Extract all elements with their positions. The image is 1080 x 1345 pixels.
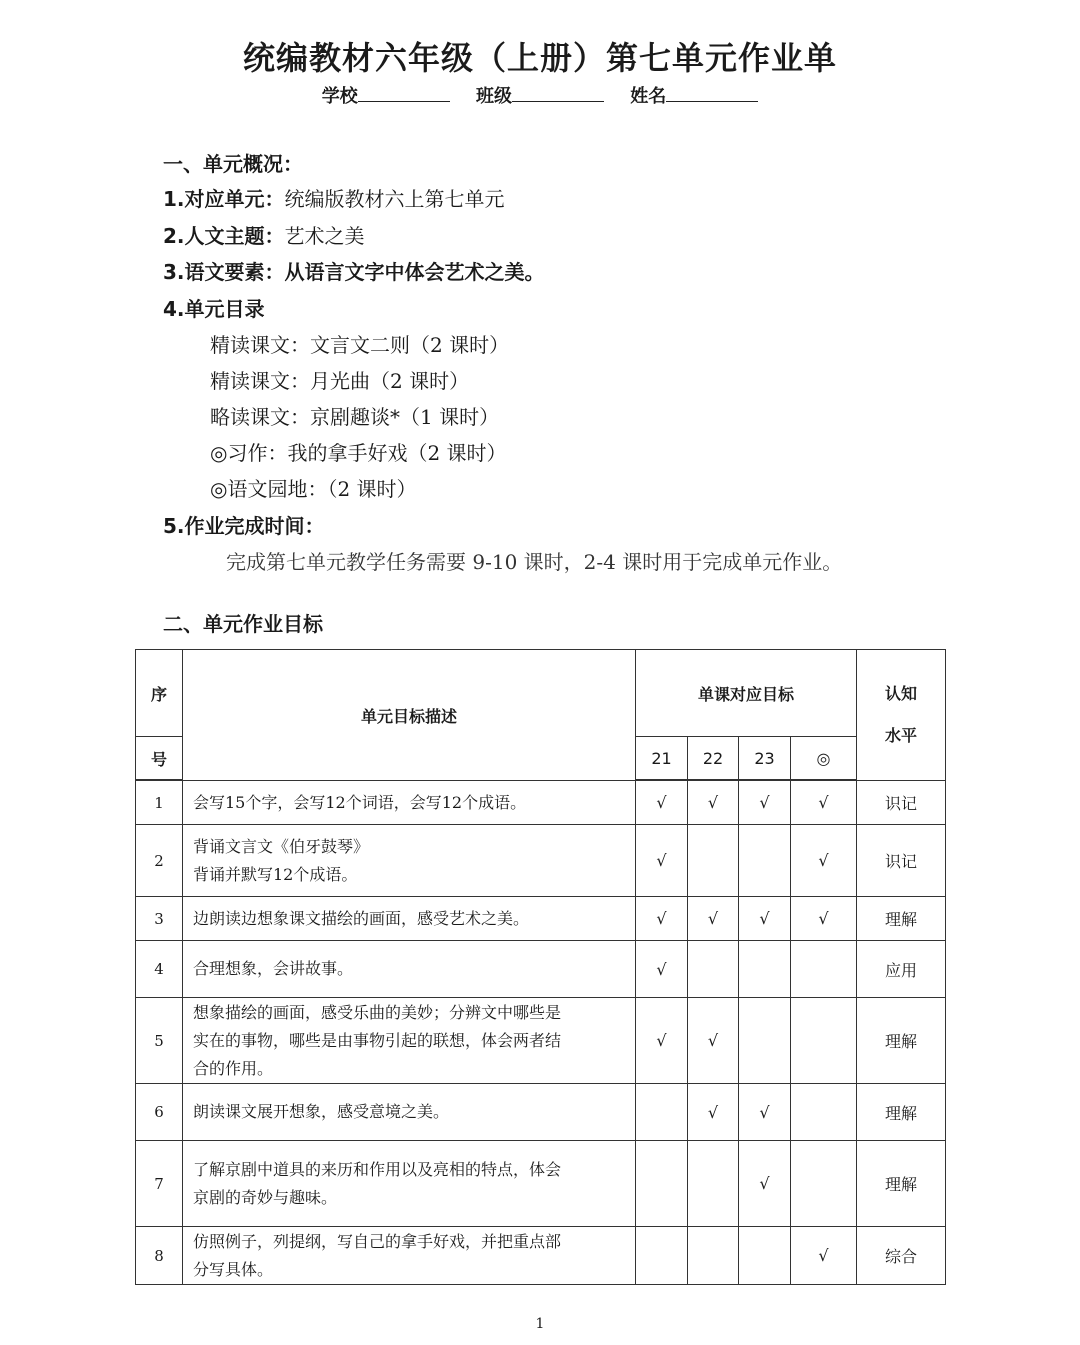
level-cell: 识记	[857, 781, 946, 825]
level-header-top: 认知	[885, 684, 918, 703]
desc-line: 边朗读边想象课文描绘的画面，感受艺术之美。	[193, 908, 530, 928]
empty-cell	[739, 1227, 791, 1285]
desc-line: 仿照例子，列提纲，写自己的拿手好戏，并把重点部	[193, 1231, 562, 1251]
seq-header-top: 序	[150, 684, 167, 704]
empty-cell	[791, 1141, 857, 1227]
check-mark: √	[791, 1227, 857, 1285]
empty-cell	[688, 1227, 739, 1285]
check-mark: √	[636, 897, 688, 941]
student-info-fields	[0, 82, 1080, 108]
table-row	[136, 781, 946, 825]
catalog-item: 精读课文：月光曲（2 课时）	[210, 369, 470, 393]
check-mark: √	[688, 781, 739, 825]
desc-line: 会写15个字，会写12个词语，会写12个成语。	[193, 792, 527, 812]
row-description	[183, 781, 636, 825]
empty-cell	[791, 1084, 857, 1141]
row-description	[183, 998, 636, 1084]
catalog-item: 略读课文：京剧趣谈*（1 课时）	[210, 405, 500, 429]
row-description	[183, 897, 636, 941]
empty-cell	[688, 941, 739, 998]
check-mark: √	[688, 897, 739, 941]
table-row	[136, 941, 946, 998]
empty-cell	[739, 998, 791, 1084]
check-mark: √	[636, 998, 688, 1084]
check-mark: √	[688, 1084, 739, 1141]
level-header-bottom: 水平	[885, 726, 918, 745]
desc-line: 朗读课文展开想象，感受意境之美。	[193, 1102, 450, 1121]
page-number: 1	[535, 1316, 545, 1332]
unit-item-4-key: 4.单元目录	[163, 297, 265, 321]
level-cell: 理解	[857, 1141, 946, 1227]
empty-cell	[791, 998, 857, 1084]
table-row	[136, 897, 946, 941]
seq-header-bottom-cell	[136, 737, 183, 780]
unit-item-1	[163, 183, 505, 212]
check-mark: √	[739, 1084, 791, 1141]
empty-cell	[791, 941, 857, 998]
desc-line: 背诵并默写12个成语。	[193, 864, 358, 884]
unit-item-1-value: 统编版教材六上第七单元	[284, 187, 505, 211]
check-mark: √	[739, 781, 791, 825]
empty-cell	[688, 1141, 739, 1227]
school-label: 学校	[321, 86, 358, 107]
desc-line: 想象描绘的画面，感受乐曲的美妙；分辨文中哪些是	[193, 1002, 562, 1022]
row-description	[183, 825, 636, 897]
row-description	[183, 1227, 636, 1285]
empty-cell	[636, 1227, 688, 1285]
time-heading	[163, 510, 325, 539]
check-mark: √	[636, 825, 688, 897]
desc-line: 分写具体。	[193, 1259, 274, 1279]
row-description	[183, 1084, 636, 1141]
class-blank[interactable]	[512, 85, 604, 102]
level-cell: 综合	[857, 1227, 946, 1285]
unit-item-2-value: 艺术之美	[284, 224, 365, 248]
desc-line: 背诵文言文《伯牙鼓琴》	[193, 836, 370, 856]
unit-item-3-key: 3.语文要素：	[163, 260, 285, 284]
col-23-header: 23	[739, 737, 791, 780]
seq-header-bottom: 号	[150, 749, 167, 769]
col-22-header: 22	[688, 737, 739, 780]
check-mark: √	[636, 941, 688, 998]
name-label: 姓名	[630, 86, 667, 107]
seq-header	[136, 650, 183, 737]
desc-line: 合的作用。	[193, 1058, 274, 1078]
row-number: 5	[136, 998, 183, 1084]
row-description	[183, 941, 636, 998]
check-mark: √	[636, 781, 688, 825]
level-cell: 理解	[857, 897, 946, 941]
row-description	[183, 1141, 636, 1227]
lesson-goal-header: 单课对应目标	[636, 650, 857, 737]
time-key: 5.作业完成时间：	[163, 514, 325, 538]
class-label: 班级	[476, 86, 512, 107]
check-mark: √	[739, 897, 791, 941]
time-text: 完成第七单元教学任务需要 9-10 课时，2-4 课时用于完成单元作业。	[226, 550, 843, 574]
unit-item-3-value: 从语言文字中体会艺术之美。	[284, 260, 545, 284]
empty-cell	[688, 825, 739, 897]
unit-item-2	[163, 220, 365, 249]
catalog-item: ◎习作：我的拿手好戏（2 课时）	[210, 441, 507, 465]
section2-heading: 二、单元作业目标	[163, 612, 323, 636]
desc-line: 了解京剧中道具的来历和作用以及亮相的特点，体会	[193, 1159, 562, 1179]
table-row	[136, 1227, 946, 1285]
row-number: 2	[136, 825, 183, 897]
catalog-item: 精读课文：文言文二则（2 课时）	[210, 333, 510, 357]
check-mark: √	[739, 1141, 791, 1227]
check-mark: √	[688, 998, 739, 1084]
page-title: 统编教材六年级（上册）第七单元作业单	[242, 39, 837, 77]
school-field[interactable]	[322, 82, 450, 108]
check-mark: √	[791, 781, 857, 825]
table-row	[136, 1084, 946, 1141]
unit-item-3	[163, 256, 545, 285]
section1-heading: 一、单元概况：	[163, 152, 303, 176]
level-cell: 识记	[857, 825, 946, 897]
level-cell: 理解	[857, 1084, 946, 1141]
goals-table	[135, 649, 946, 1285]
row-number: 7	[136, 1141, 183, 1227]
col-21-header: 21	[636, 737, 688, 780]
name-blank[interactable]	[666, 85, 758, 102]
level-cell: 理解	[857, 998, 946, 1084]
check-mark: √	[791, 825, 857, 897]
level-cell: 应用	[857, 941, 946, 998]
empty-cell	[636, 1141, 688, 1227]
unit-item-1-key: 1.对应单元：	[163, 187, 285, 211]
desc-line: 合理想象，会讲故事。	[193, 959, 354, 978]
table-row	[136, 998, 946, 1084]
row-number: 3	[136, 897, 183, 941]
desc-line: 实在的事物，哪些是由事物引起的联想，体会两者结	[193, 1030, 562, 1050]
row-number: 4	[136, 941, 183, 998]
catalog-item: ◎语文园地：（2 课时）	[210, 477, 417, 501]
desc-header: 单元目标描述	[183, 650, 636, 781]
col-extra-header: ◎	[791, 737, 857, 780]
row-number: 1	[136, 781, 183, 825]
row-number: 6	[136, 1084, 183, 1141]
empty-cell	[739, 825, 791, 897]
class-field[interactable]	[476, 82, 604, 108]
school-blank[interactable]	[358, 85, 450, 102]
table-row	[136, 1141, 946, 1227]
empty-cell	[636, 1084, 688, 1141]
desc-line: 京剧的奇妙与趣味。	[193, 1187, 338, 1207]
check-mark: √	[791, 897, 857, 941]
level-header	[857, 650, 946, 781]
name-field[interactable]	[630, 82, 758, 108]
unit-item-2-key: 2.人文主题：	[163, 224, 285, 248]
unit-item-4	[163, 293, 265, 322]
row-number: 8	[136, 1227, 183, 1285]
empty-cell	[739, 941, 791, 998]
table-row	[136, 825, 946, 897]
